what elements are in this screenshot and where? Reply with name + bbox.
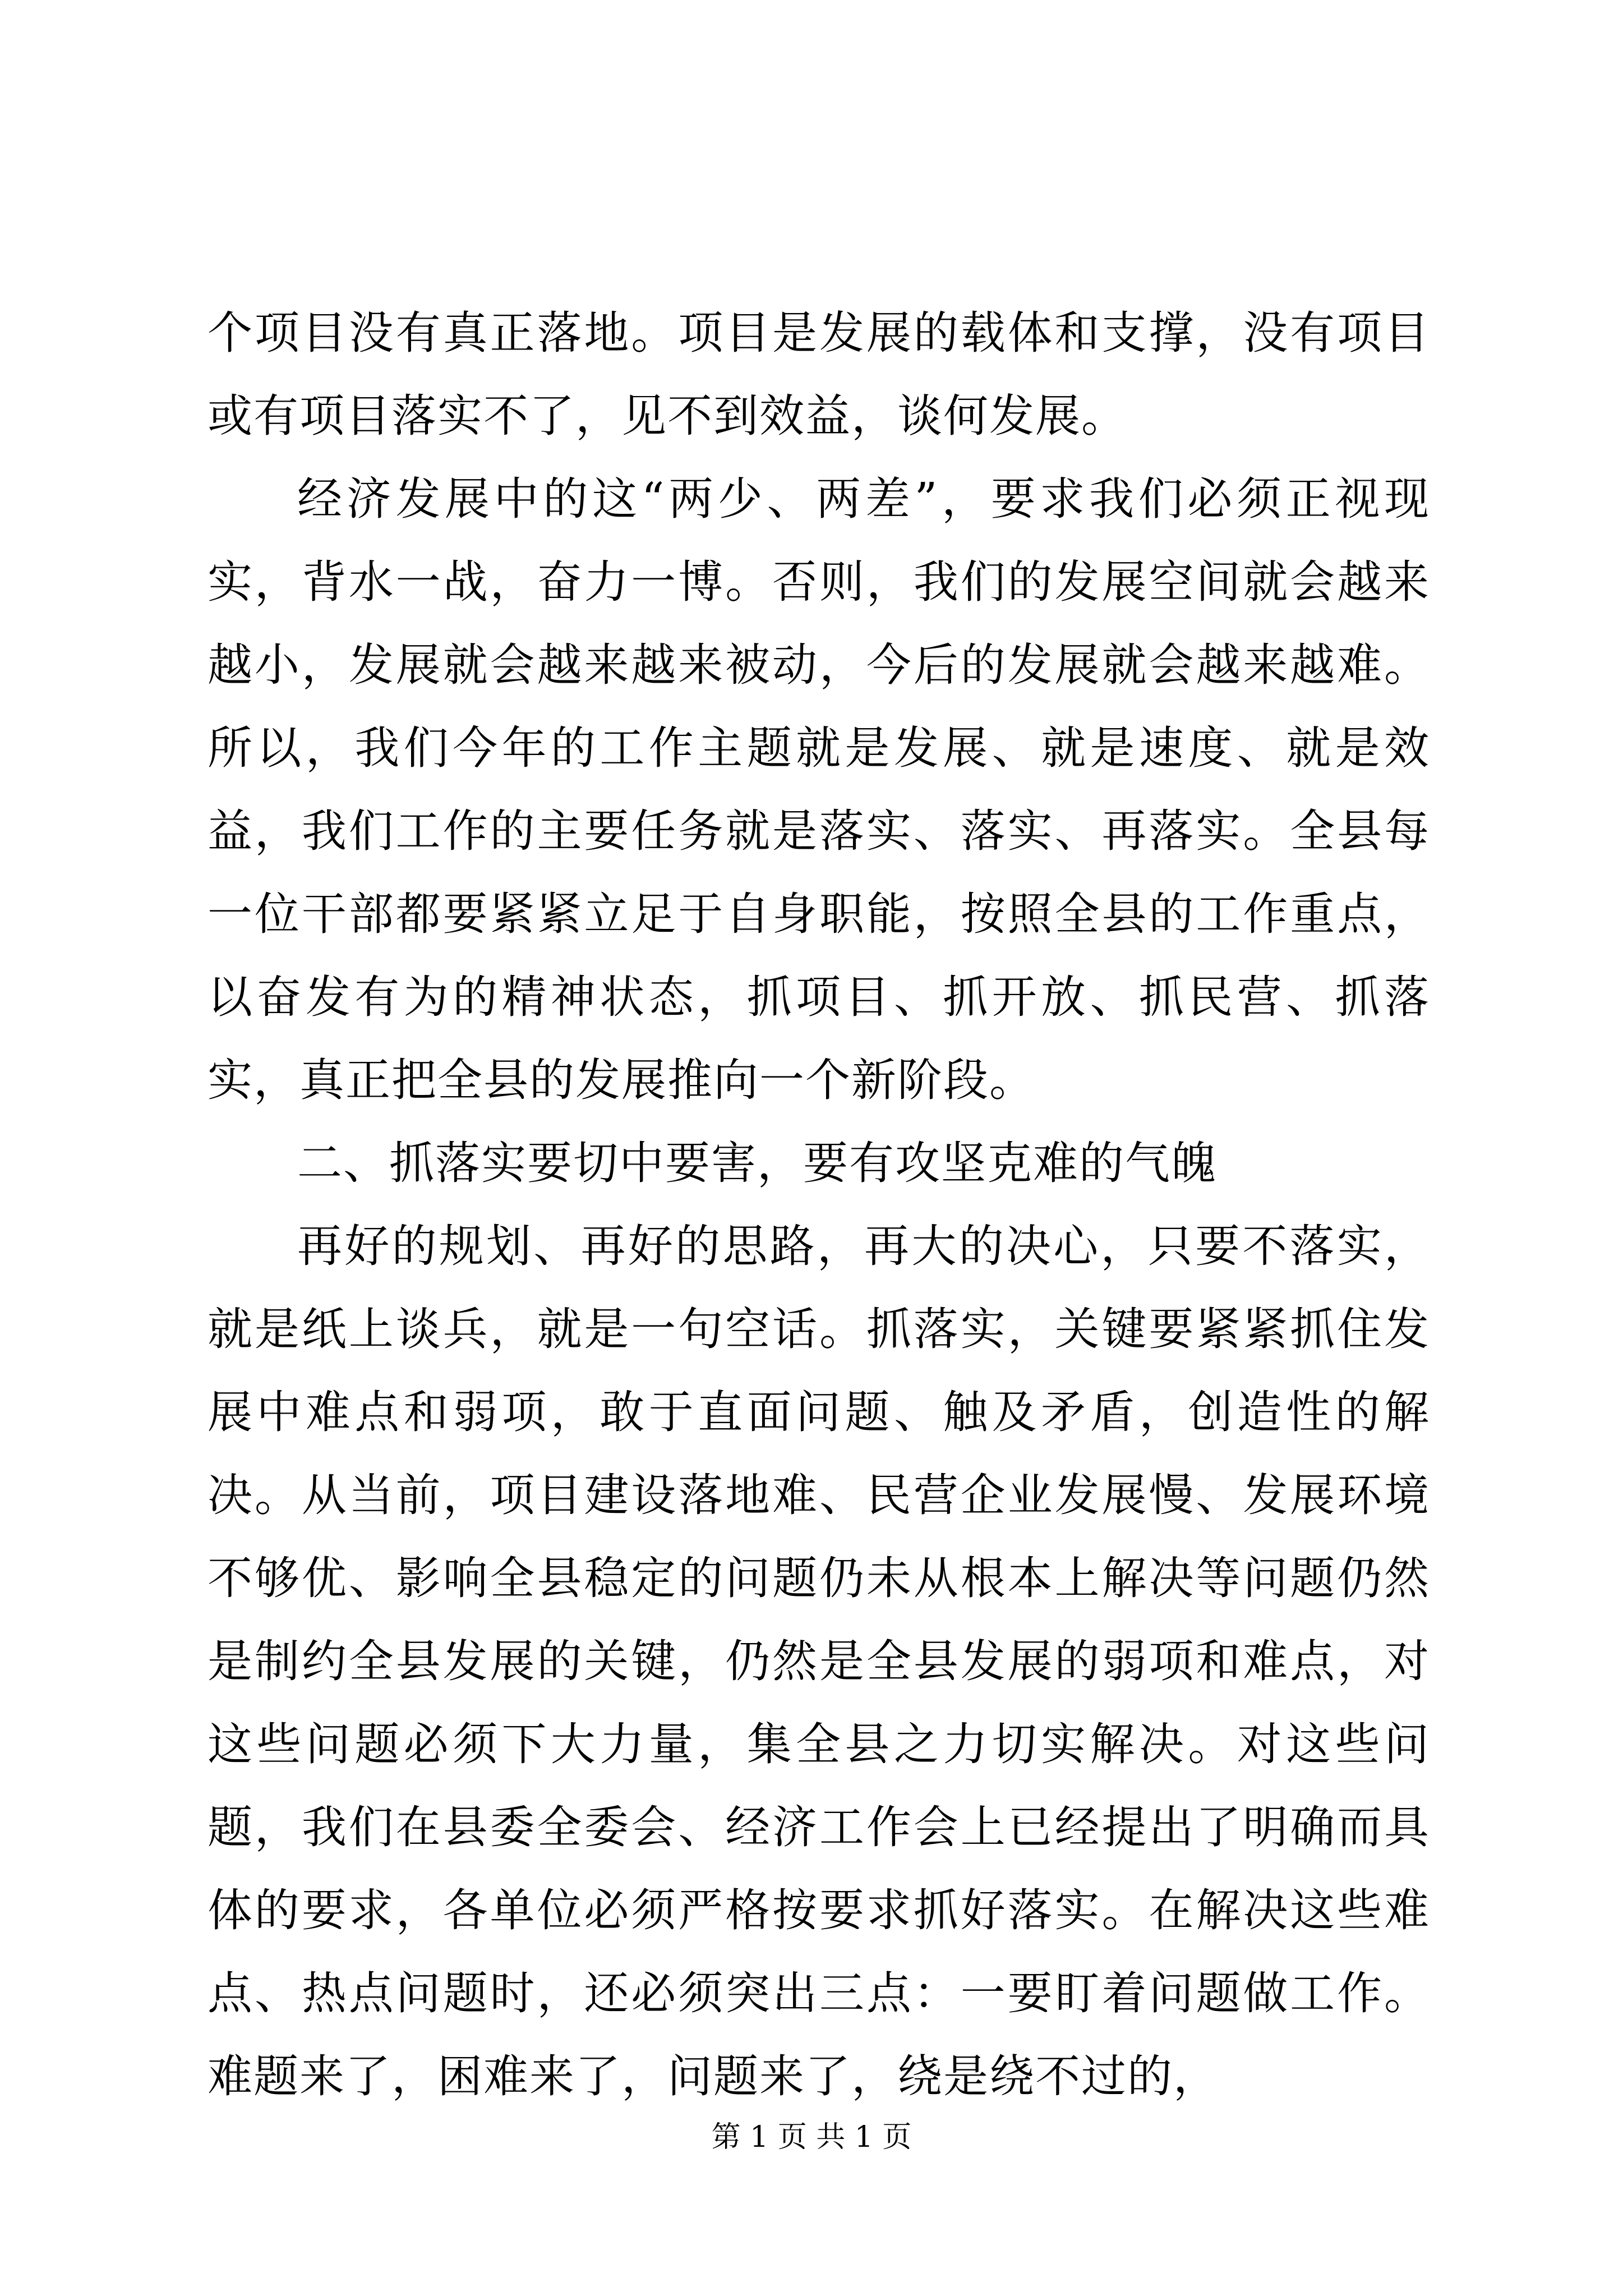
paragraph: 经济发展中的这“两少、两差”，要求我们必须正视现实，背水一战，奋力一博。否则，我们的发展空间就会越来越小，发展就会越来越来被动，今后的发展就会越来越难。所以，我们今年的工作主题就是发展、就是速度、就是效益，我们工作的主要任务就是落实、落实、再落实。全县每一位干部都要紧紧立足于自身职能，按照全县的工作重点，以奋发有为的精神状态，抓项目、抓开放、抓民营、抓落实，真正把全县的发展推向一个新阶段。 [208,473,1430,1106]
document-body [208,292,1430,2118]
page-footer: 第 1 页 共 1 页 [711,2120,912,2154]
paragraph-continuation: 个项目没有真正落地。项目是发展的载体和支撑，没有项目或有项目落实不了，见不到效益，谈何发展。 [208,307,1430,442]
section-heading: 二、抓落实要切中要害，要有攻坚克难的气魄 [297,1137,1217,1189]
paragraph: 再好的规划、再好的思路，再大的决心，只要不落实，就是纸上谈兵，就是一句空话。抓落实，关键要紧紧抓住发展中难点和弱项，敢于直面问题、触及矛盾，创造性的解决。从当前，项目建设落地难、民营企业发展慢、发展环境不够优、影响全县稳定的问题仍未从根本上解决等问题仍然是制约全县发展的关键，仍然是全县发展的弱项和难点，对这些问题必须下大力量，集全县之力切实解决。对这些问题，我们在县委全委会、经济工作会上已经提出了明确而具体的要求，各单位必须严格按要求抓好落实。在解决这些难点、热点问题时，还必须突出三点：一要盯着问题做工作。难题来了，困难来了，问题来了，绕是绕不过的， [208,1220,1430,2102]
